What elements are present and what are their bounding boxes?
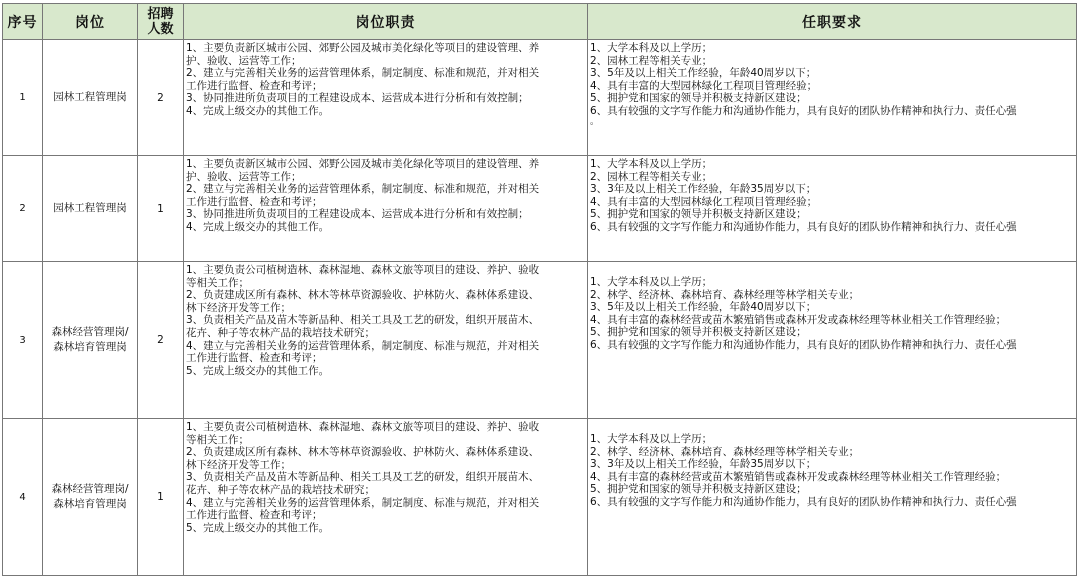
duty-line: 2、建立与完善相关业务的运营管理体系，制定制度、标准和规范，并对相关 — [186, 183, 540, 196]
requirement-line: 5、拥护党和国家的领导并积极支持新区建设； — [590, 208, 807, 221]
table-row — [3, 262, 1077, 419]
requirement-line: 3、3年及以上相关工作经验，年龄35周岁以下； — [590, 183, 817, 196]
requirement-line: 2、林学、经济林、森林培育、森林经理等林学相关专业； — [590, 445, 860, 458]
duty-line: 4、完成上级交办的其他工作。 — [186, 220, 330, 233]
requirement-line: 4、具有丰富的森林经营或苗木繁殖销售或森林开发或森林经理等林业相关工作管理经验； — [590, 470, 1007, 483]
header-count — [138, 4, 184, 40]
duty-line: 2、建立与完善相关业务的运营管理体系，制定制度、标准和规范，并对相关 — [186, 67, 540, 80]
row-duties — [184, 262, 588, 419]
row-index: 3 — [3, 262, 43, 419]
header-count-line1: 招聘 — [147, 6, 174, 22]
requirement-line: 4、具有丰富的森林经营或苗木繁殖销售或森林开发或森林经理等林业相关工作管理经验； — [590, 313, 1007, 326]
duty-line: 1、主要负责新区城市公园、郊野公园及城市美化绿化等项目的建设管理、养 — [186, 42, 540, 54]
duty-line: 2、负责建成区所有森林、林木等林草资源验收、护林防火、森林体系建设、 — [186, 446, 540, 459]
requirement-line: 2、林学、经济林、森林培育、森林经理等林学相关专业； — [590, 288, 860, 301]
duty-line: 5、完成上级交办的其他工作。 — [186, 364, 330, 377]
table-row — [3, 419, 1077, 576]
duty-line: 3、协同推进所负责项目的工程建设成本、运营成本进行分析和有效控制； — [186, 92, 529, 105]
header-index: 序号 — [3, 4, 43, 40]
row-requirements — [588, 156, 1077, 262]
position-line: 园林工程管理岗 — [53, 202, 127, 214]
duty-line: 工作进行监督、检查和考评； — [186, 195, 323, 208]
requirement-line: 6、具有较强的文字写作能力和沟通协作能力，具有良好的团队协作精神和执行力、责任心强 — [590, 220, 1017, 233]
requirement-line: 4、具有丰富的大型园林绿化工程项目管理经验； — [590, 195, 818, 208]
row-duties — [184, 40, 588, 156]
table-row — [3, 156, 1077, 262]
requirement-line: 1、大学本科及以上学历； — [590, 433, 713, 445]
table-row — [3, 40, 1077, 156]
row-count: 2 — [138, 262, 184, 419]
duty-line: 工作进行监督、检查和考评； — [186, 352, 323, 365]
requirement-line: 5、拥护党和国家的领导并积极支持新区建设； — [590, 92, 807, 105]
header-position: 岗位 — [43, 4, 138, 40]
requirement-line: 1、大学本科及以上学历； — [590, 42, 713, 54]
duty-line: 花卉、种子等农林产品的栽培技术研究； — [186, 483, 375, 496]
duty-line: 1、主要负责公司植树造林、森林湿地、森林文旅等项目的建设、养护、验收 — [186, 421, 540, 433]
duty-line: 护、验收、运营等工作； — [186, 54, 302, 67]
duty-line: 3、负责相关产品及苗木等新品种、相关工具及工艺的研发，组织开展苗木、 — [186, 314, 540, 327]
row-position — [43, 156, 138, 262]
position-line: 森林经营管理岗/ — [51, 483, 129, 495]
row-position — [43, 262, 138, 419]
row-index: 1 — [3, 40, 43, 156]
requirement-line: 3、5年及以上相关工作经验，年龄40周岁以下； — [590, 301, 817, 314]
header-requirements: 任职要求 — [588, 4, 1077, 40]
duty-line: 3、协同推进所负责项目的工程建设成本、运营成本进行分析和有效控制； — [186, 208, 529, 221]
duty-line: 花卉、种子等农林产品的栽培技术研究； — [186, 326, 375, 339]
duty-line: 1、主要负责公司植树造林、森林湿地、森林文旅等项目的建设、养护、验收 — [186, 264, 540, 276]
row-count: 2 — [138, 40, 184, 156]
row-duties — [184, 156, 588, 262]
position-line: 园林工程管理岗 — [53, 91, 127, 103]
duty-line: 护、验收、运营等工作； — [186, 170, 302, 183]
row-index: 4 — [3, 419, 43, 576]
duty-line: 林下经济开发等工作； — [186, 301, 291, 314]
duty-line: 等相关工作； — [186, 433, 249, 446]
row-requirements — [588, 419, 1077, 576]
duty-line: 4、完成上级交办的其他工作。 — [186, 104, 330, 117]
position-line: 森林培育管理岗 — [53, 498, 127, 510]
duty-line: 林下经济开发等工作； — [186, 458, 291, 471]
duty-line: 4、建立与完善相关业务的运营管理体系，制定制度、标准与规范，并对相关 — [186, 339, 540, 352]
requirement-line: 2、园林工程等相关专业； — [590, 170, 713, 183]
row-position — [43, 40, 138, 156]
recruitment-table — [2, 3, 1077, 576]
requirement-line: 3、3年及以上相关工作经验，年龄35周岁以下； — [590, 458, 817, 471]
header-row — [3, 4, 1077, 40]
duty-line: 等相关工作； — [186, 276, 249, 289]
requirement-line: 5、拥护党和国家的领导并积极支持新区建设； — [590, 326, 807, 339]
requirement-line: 2、园林工程等相关专业； — [590, 54, 713, 67]
row-index: 2 — [3, 156, 43, 262]
requirement-line: 6、具有较强的文字写作能力和沟通协作能力，具有良好的团队协作精神和执行力、责任心强 — [590, 104, 1017, 117]
header-count-line2: 人数 — [147, 21, 174, 37]
row-duties — [184, 419, 588, 576]
row-count: 1 — [138, 156, 184, 262]
row-count: 1 — [138, 419, 184, 576]
row-requirements — [588, 262, 1077, 419]
duty-line: 工作进行监督、检查和考评； — [186, 509, 323, 522]
header-duties: 岗位职责 — [184, 4, 588, 40]
duty-line: 3、负责相关产品及苗木等新品种、相关工具及工艺的研发，组织开展苗木、 — [186, 471, 540, 484]
requirement-line: 5、拥护党和国家的领导并积极支持新区建设； — [590, 483, 807, 496]
position-line: 森林培育管理岗 — [53, 341, 127, 353]
duty-line: 工作进行监督、检查和考评； — [186, 79, 323, 92]
duty-line: 2、负责建成区所有森林、林木等林草资源验收、护林防火、森林体系建设、 — [186, 289, 540, 302]
requirement-line: 。 — [590, 117, 600, 126]
requirement-line: 6、具有较强的文字写作能力和沟通协作能力，具有良好的团队协作精神和执行力、责任心强 — [590, 338, 1017, 351]
requirement-line: 6、具有较强的文字写作能力和沟通协作能力，具有良好的团队协作精神和执行力、责任心强 — [590, 495, 1017, 508]
duty-line: 1、主要负责新区城市公园、郊野公园及城市美化绿化等项目的建设管理、养 — [186, 158, 540, 170]
duty-line: 4、建立与完善相关业务的运营管理体系，制定制度、标准与规范，并对相关 — [186, 496, 540, 509]
requirement-line: 1、大学本科及以上学历； — [590, 158, 713, 170]
row-position — [43, 419, 138, 576]
position-line: 森林经营管理岗/ — [51, 326, 129, 338]
row-requirements — [588, 40, 1077, 156]
requirement-line: 3、5年及以上相关工作经验，年龄40周岁以下； — [590, 67, 817, 80]
requirement-line: 4、具有丰富的大型园林绿化工程项目管理经验； — [590, 79, 818, 92]
requirement-line: 1、大学本科及以上学历； — [590, 276, 713, 288]
duty-line: 5、完成上级交办的其他工作。 — [186, 521, 330, 534]
